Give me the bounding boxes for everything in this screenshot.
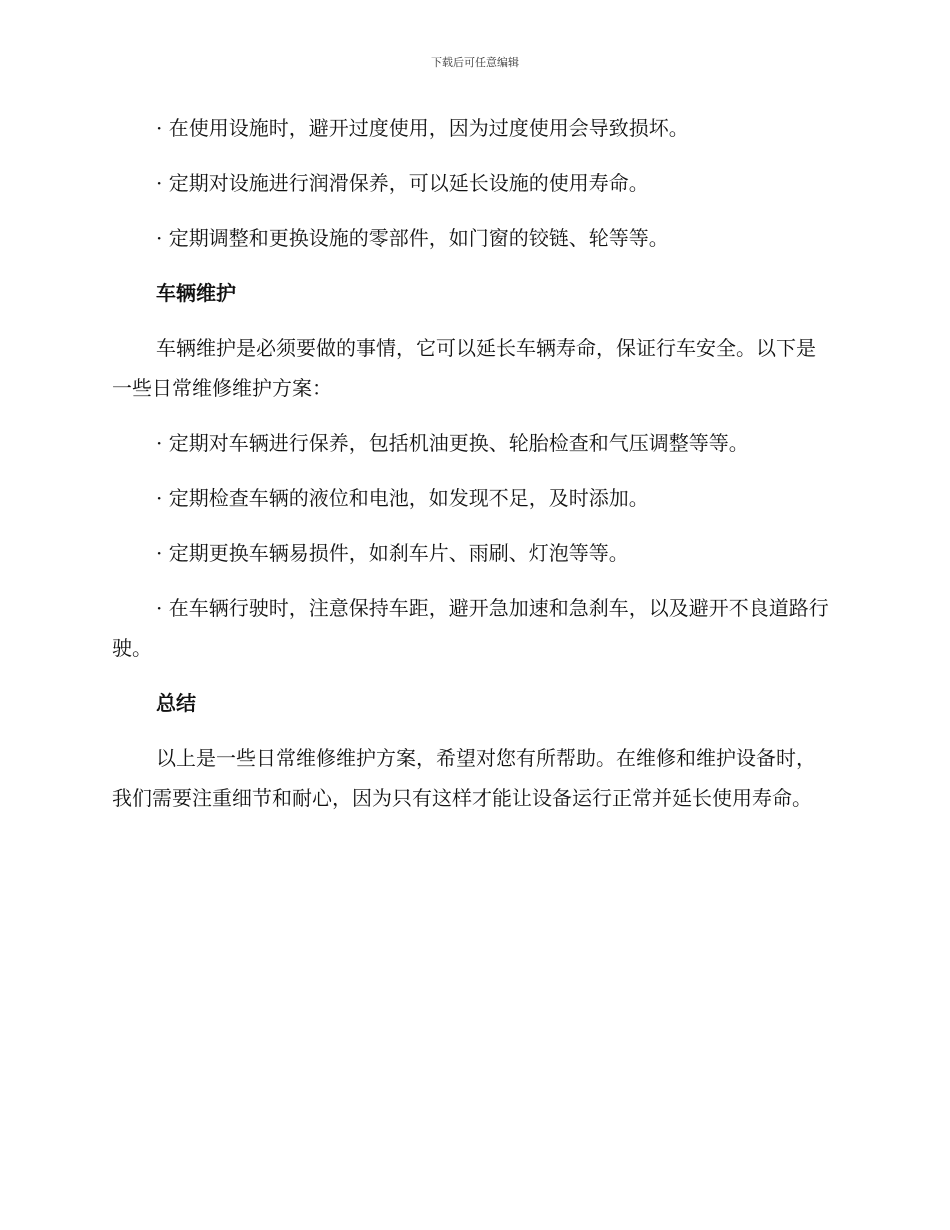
bullet-item: · 定期对设施进行润滑保养，可以延长设施的使用寿命。 (156, 171, 649, 195)
section-heading: 车辆维护 (156, 281, 236, 305)
bullet-item: · 在使用设施时，避开过度使用，因为过度使用会导致损坏。 (156, 116, 689, 140)
bullet-item: · 定期调整和更换设施的零部件，如门窗的铰链、轮等等。 (156, 226, 669, 250)
bullet-item: · 定期检查车辆的液位和电池，如发现不足，及时添加。 (156, 486, 649, 510)
bullet-item: · 定期更换车辆易损件，如刹车片、雨刷、灯泡等等。 (156, 541, 629, 565)
document-body (112, 108, 832, 833)
bullet-item: · 定期对车辆进行保养，包括机油更换、轮胎检查和气压调整等等。 (156, 431, 749, 455)
page-header: 下载后可任意编辑 (431, 56, 519, 69)
paragraph: 以上是一些日常维修维护方案，希望对您有所帮助。在维修和维护设备时，我们需要注重细节和耐心，因为只有这样才能让设备运行正常并延长使用寿命。 (112, 746, 816, 810)
bullet-item: · 在车辆行驶时，注意保持车距，避开急加速和急刹车，以及避开不良道路行驶。 (112, 596, 829, 660)
paragraph: 车辆维护是必须要做的事情，它可以延长车辆寿命，保证行车安全。以下是一些日常维修维护方案： (112, 336, 816, 400)
section-heading: 总结 (156, 691, 196, 715)
